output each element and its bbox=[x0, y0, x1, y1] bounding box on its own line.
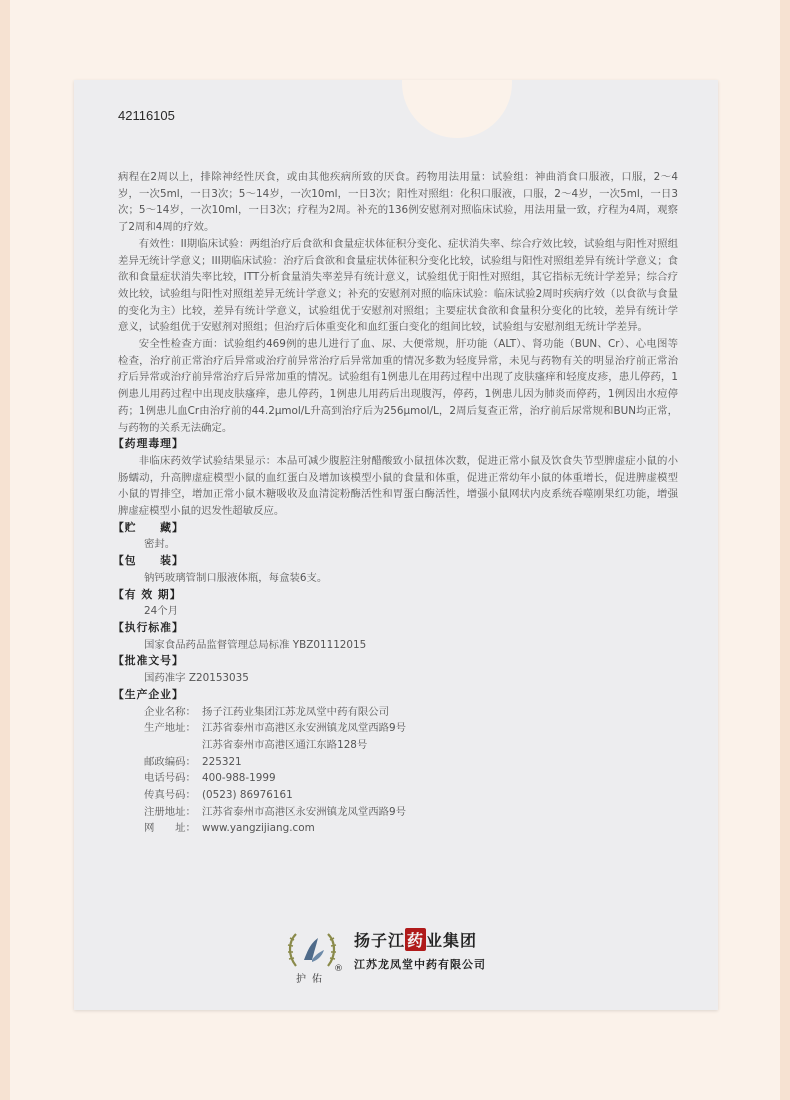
field-label: 传真号码： bbox=[144, 789, 196, 802]
right-frame-border bbox=[780, 0, 790, 1100]
phone-row bbox=[144, 770, 678, 787]
section-approval bbox=[113, 653, 678, 686]
group-name-part: 扬子江 bbox=[354, 931, 406, 950]
efficacy-paragraph: 有效性：II期临床试验：两组治疗后食欲和食量症状体征积分变化、症状消失率、综合疗效比较，试验组与阳性对照组差异无统计学意义；III期临床试验：治疗后食欲和食量症状体征积分变化比较，试验组与阳性对照组差异有统计学意义；食欲和食量症状消失率比较，ITT分析食量消失率差异有统计意义，试验组优于阳性对照组，其它指标无统计学差异；综合疗效比较，试验组与阳性对照组差异无统计学意义；补充的安慰剂对照的临床试验：临床试验2周时疾病疗效（以食欲与食量的变化为主）比较，差异有统计学意义，试验组优于安慰剂对照组；主要症状食欲和食量积分变化的比较，差异有统计学意义，试验组优于安慰剂对照组；但治疗后体重变化和血红蛋白变化的组间比较，试验组与安慰剂组无统计学差异。 bbox=[118, 237, 678, 334]
field-label: 电话号码： bbox=[144, 772, 196, 785]
section-body: 国药准字 Z20153035 bbox=[144, 672, 249, 685]
section-package bbox=[113, 553, 678, 586]
registered-address-row bbox=[144, 804, 678, 821]
field-value: 江苏省泰州市高港区通江东路128号 bbox=[202, 738, 368, 751]
company-name-row bbox=[144, 704, 678, 721]
section-heading: 【生产企业】 bbox=[113, 687, 184, 701]
website-row bbox=[144, 820, 678, 837]
emblem-caption: 护佑 bbox=[296, 974, 328, 985]
section-body: 非临床药效学试验结果显示：本品可减少腹腔注射醋酸致小鼠扭体次数，促进正常小鼠及饮食失节型脾虚症小鼠的小肠蠕动，升高脾虚症模型小鼠的血红蛋白及增加该模型小鼠的食量和体重，促进正常幼年小鼠的体重增长，促进脾虚模型小鼠的胃排空，增加正常小鼠木糖吸收及血清淀粉酶活性和胃蛋白酶活性，增强小鼠网状内皮系统吞噬刚果红功能，增强脾虚症模型小鼠的迟发性超敏反应。 bbox=[118, 454, 678, 518]
field-value: 扬子江药业集团江苏龙凤堂中药有限公司 bbox=[202, 705, 390, 718]
safety-paragraph: 安全性检查方面：试验组约469例的患儿进行了血、尿、大便常规，肝功能（ALT）、肾功能（BUN、Cr）、心电图等检查，治疗前正常治疗后异常或治疗前异常治疗后异常加重的情况多数为轻度异常，未见与药物有关的明显治疗前正常治疗后异常或治疗前异常治疗后异常加重的情况。试验组有1例患儿在用药过程中出现了皮肤瘙痒和轻度皮疹，患儿停药，1例患儿用药过程中出现皮肤瘙痒，患儿停药，1例患儿用药后出现腹泻，停药，1例患儿因为肺炎而停药，1例因出水痘停药；1例患儿血Cr由治疗前的44.2μmol/L升高到治疗后为256μmol/L，2周后复查正常，治疗前后尿常规和BUN均正常，与药物的关系无法确定。 bbox=[118, 338, 678, 434]
field-value: (0523) 86976161 bbox=[202, 789, 293, 802]
postal-code-row bbox=[144, 754, 678, 771]
company-logo bbox=[274, 920, 574, 990]
field-value: 225321 bbox=[202, 755, 242, 768]
field-label: 生产地址： bbox=[144, 722, 196, 735]
section-body: 钠钙玻璃管制口服液体瓶，每盒装6支。 bbox=[144, 571, 328, 584]
yao-logo-mark: 药 bbox=[405, 928, 426, 951]
field-value: 江苏省泰州市高港区永安洲镇龙凤堂西路9号 bbox=[202, 805, 407, 818]
field-value: 江苏省泰州市高港区永安洲镇龙凤堂西路9号 bbox=[202, 722, 407, 735]
section-validity bbox=[113, 587, 678, 620]
production-address-row-2 bbox=[144, 737, 678, 754]
section-heading: 【执行标准】 bbox=[113, 620, 184, 634]
group-name bbox=[354, 928, 477, 951]
website-link: www.yangzijiang.com bbox=[202, 822, 315, 835]
section-standard bbox=[113, 620, 678, 653]
section-heading: 【批准文号】 bbox=[113, 654, 184, 668]
section-heading: 【贮 藏】 bbox=[113, 520, 184, 534]
registered-mark: ® bbox=[334, 964, 343, 974]
insert-content bbox=[113, 169, 678, 837]
field-label: 邮政编码： bbox=[144, 755, 196, 768]
card-notch bbox=[402, 80, 512, 138]
section-pharmacology bbox=[113, 436, 678, 520]
field-label-empty bbox=[144, 737, 202, 754]
section-body: 24个月 bbox=[144, 605, 179, 618]
section-body: 密封。 bbox=[144, 538, 176, 551]
left-frame-border bbox=[0, 0, 10, 1100]
field-label: 注册地址： bbox=[144, 805, 196, 818]
section-manufacturer bbox=[113, 687, 678, 837]
production-address-row bbox=[144, 720, 678, 737]
section-storage bbox=[113, 520, 678, 553]
field-label: 企业名称： bbox=[144, 705, 196, 718]
field-label: 网 址： bbox=[144, 822, 196, 835]
section-heading: 【包 装】 bbox=[113, 554, 184, 568]
fax-row bbox=[144, 787, 678, 804]
package-insert-card bbox=[74, 80, 718, 1010]
manufacturer-details bbox=[118, 704, 678, 838]
product-code: 42116105 bbox=[118, 108, 175, 123]
field-value: 400-988-1999 bbox=[202, 772, 276, 785]
section-heading: 【有 效 期】 bbox=[113, 587, 182, 601]
company-name: 江苏龙凤堂中药有限公司 bbox=[354, 958, 486, 971]
section-heading: 【药理毒理】 bbox=[113, 437, 184, 451]
trial-method-paragraph: 病程在2周以上，排除神经性厌食，或由其他疾病所致的厌食。药物用法用量：试验组：神曲消食口服液，口服，2～4岁，一次5ml，一日3次；5～14岁，一次10ml，一日3次；阳性对照组：化积口服液，口服，2～4岁，一次5ml，一日3次；5～14岁，一次10ml，一日3次；疗程为2周。补充的136例安慰剂对照临床试验，用法用量一致，疗程为4周，观察了2周和4周的疗效。 bbox=[118, 171, 678, 234]
section-body: 国家食品药品监督管理总局标准 YBZ01112015 bbox=[144, 638, 367, 651]
group-name-part: 业集团 bbox=[426, 931, 478, 950]
